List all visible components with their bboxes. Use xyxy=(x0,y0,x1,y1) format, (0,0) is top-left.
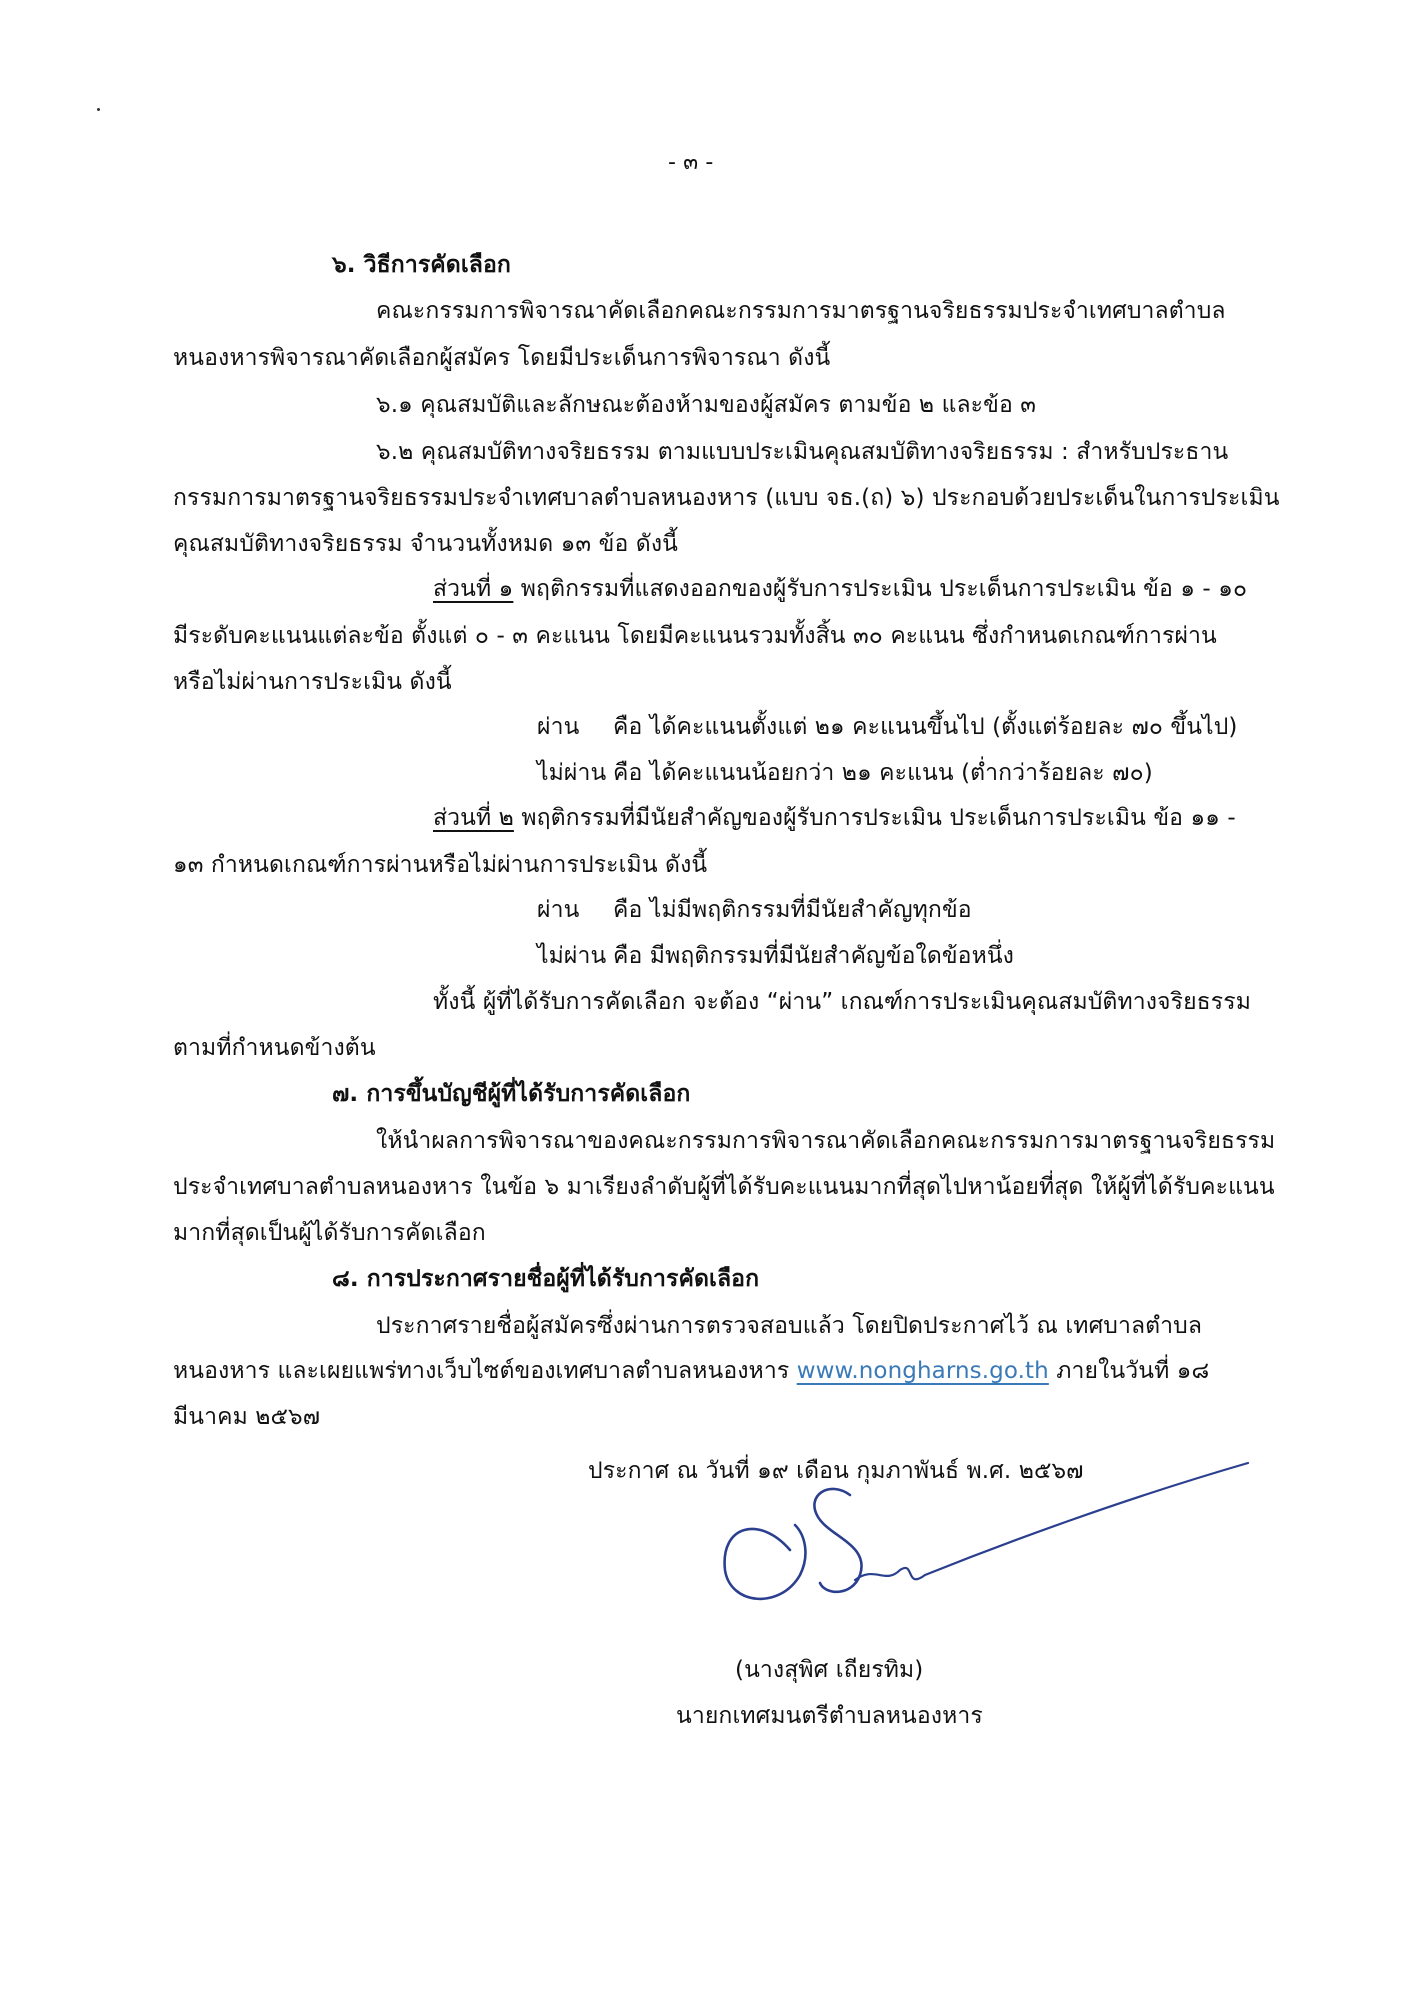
part1-fail-text: คือ ได้คะแนนน้อยกว่า ๒๑ คะแนน (ต่ำกว่าร้อยละ ๗๐) xyxy=(613,760,1153,786)
part2-fail-text: คือ มีพฤติกรรมที่มีนัยสำคัญข้อใดข้อหนึ่ง xyxy=(613,943,1014,969)
part2-fail-label: ไม่ผ่าน xyxy=(537,943,607,969)
scan-speck xyxy=(97,108,100,111)
part2-pass-label: ผ่าน xyxy=(537,897,580,923)
part1-pass-label: ผ่าน xyxy=(537,714,580,740)
signatory-name: (นางสุพิศ เถียรทิม) xyxy=(735,1657,924,1683)
section8-line1: ประกาศรายชื่อผู้สมัครซึ่งผ่านการตรวจสอบแล้ว โดยปิดประกาศไว้ ณ เทศบาลตำบล xyxy=(376,1313,1203,1339)
item-6-2-line3: คุณสมบัติทางจริยธรรม จำนวนทั้งหมด ๑๓ ข้อ ดังนี้ xyxy=(173,531,678,557)
page-number: - ๓ - xyxy=(668,150,714,175)
part1-fail-label: ไม่ผ่าน xyxy=(537,760,607,786)
part2-line1 xyxy=(433,807,1236,830)
part2-line1-text: พฤติกรรมที่มีนัยสำคัญของผู้รับการประเมิน ประเด็นการประเมิน ข้อ ๑๑ - xyxy=(521,805,1236,831)
part1-line1 xyxy=(433,578,1247,601)
section6-intro-line1: คณะกรรมการพิจารณาคัดเลือกคณะกรรมการมาตรฐานจริยธรรมประจำเทศบาลตำบล xyxy=(376,298,1226,324)
section7-line1: ให้นำผลการพิจารณาของคณะกรรมการพิจารณาคัดเลือกคณะกรรมการมาตรฐานจริยธรรม xyxy=(376,1128,1276,1154)
closing-line2: ตามที่กำหนดข้างต้น xyxy=(173,1035,376,1061)
part2-line2: ๑๓ กำหนดเกณฑ์การผ่านหรือไม่ผ่านการประเมิน ดังนี้ xyxy=(173,852,708,878)
section6-heading: ๖. วิธีการคัดเลือก xyxy=(332,252,511,278)
section8-line2-before: หนองหาร และเผยแพร่ทางเว็บไซต์ของเทศบาลตำบลหนองหาร xyxy=(173,1358,790,1384)
section6-intro-line2: หนองหารพิจารณาคัดเลือกผู้สมัคร โดยมีประเด็นการพิจารณา ดังนี้ xyxy=(173,345,831,371)
signature-s-stroke xyxy=(814,1489,861,1592)
announcement-date: ประกาศ ณ วันที่ ๑๙ เดือน กุมภาพันธ์ พ.ศ. ๒๕๖๗ xyxy=(588,1458,1084,1484)
part1-line1-text: พฤติกรรมที่แสดงออกของผู้รับการประเมิน ประเด็นการประเมิน ข้อ ๑ - ๑๐ xyxy=(520,576,1248,602)
part2-label: ส่วนที่ ๒ xyxy=(433,805,514,831)
section7-line2: ประจำเทศบาลตำบลหนองหาร ในข้อ ๖ มาเรียงลำดับผู้ที่ได้รับคะแนนมากที่สุดไปหาน้อยที่สุด ให้ผู้ที่ได้รับคะแนน xyxy=(173,1174,1275,1200)
part1-label: ส่วนที่ ๑ xyxy=(433,576,514,602)
section8-line2 xyxy=(173,1360,1209,1383)
part1-line3: หรือไม่ผ่านการประเมิน ดังนี้ xyxy=(173,669,452,695)
item-6-2-line1: ๖.๒ คุณสมบัติทางจริยธรรม ตามแบบประเมินคุณสมบัติทางจริยธรรม : สำหรับประธาน xyxy=(376,439,1229,465)
signature-tail-stroke xyxy=(855,1463,1248,1580)
section7-heading: ๗. การขึ้นบัญชีผู้ที่ได้รับการคัดเลือก xyxy=(332,1081,691,1107)
section8-line2-after: ภายในวันที่ ๑๘ xyxy=(1056,1358,1210,1384)
signature-graphic xyxy=(700,1455,1260,1625)
part1-pass-text: คือ ได้คะแนนตั้งแต่ ๒๑ คะแนนขึ้นไป (ตั้งแต่ร้อยละ ๗๐ ขึ้นไป) xyxy=(613,714,1238,740)
section8-heading: ๘. การประกาศรายชื่อผู้ที่ได้รับการคัดเลือก xyxy=(332,1266,760,1292)
signatory-position: นายกเทศมนตรีตำบลหนองหาร xyxy=(676,1703,983,1729)
closing-line1: ทั้งนี้ ผู้ที่ได้รับการคัดเลือก จะต้อง “ผ่าน” เกณฑ์การประเมินคุณสมบัติทางจริยธรรม xyxy=(433,989,1251,1015)
part2-pass-text: คือ ไม่มีพฤติกรรมที่มีนัยสำคัญทุกข้อ xyxy=(613,897,972,923)
website-link[interactable]: www.nongharns.go.th xyxy=(796,1358,1049,1384)
item-6-1: ๖.๑ คุณสมบัติและลักษณะต้องห้ามของผู้สมัคร ตามข้อ ๒ และข้อ ๓ xyxy=(376,392,1037,418)
part1-line2: มีระดับคะแนนแต่ละข้อ ตั้งแต่ ๐ - ๓ คะแนน โดยมีคะแนนรวมทั้งสิ้น ๓๐ คะแนน ซึ่งกำหนดเกณฑ์การผ่าน xyxy=(173,623,1217,649)
section8-line3: มีนาคม ๒๕๖๗ xyxy=(173,1404,321,1430)
signature-loop-stroke xyxy=(725,1525,806,1599)
section7-line3: มากที่สุดเป็นผู้ได้รับการคัดเลือก xyxy=(173,1220,486,1246)
item-6-2-line2: กรรมการมาตรฐานจริยธรรมประจำเทศบาลตำบลหนองหาร (แบบ จธ.(ถ) ๖) ประกอบด้วยประเด็นในการประเมิน xyxy=(173,485,1280,511)
